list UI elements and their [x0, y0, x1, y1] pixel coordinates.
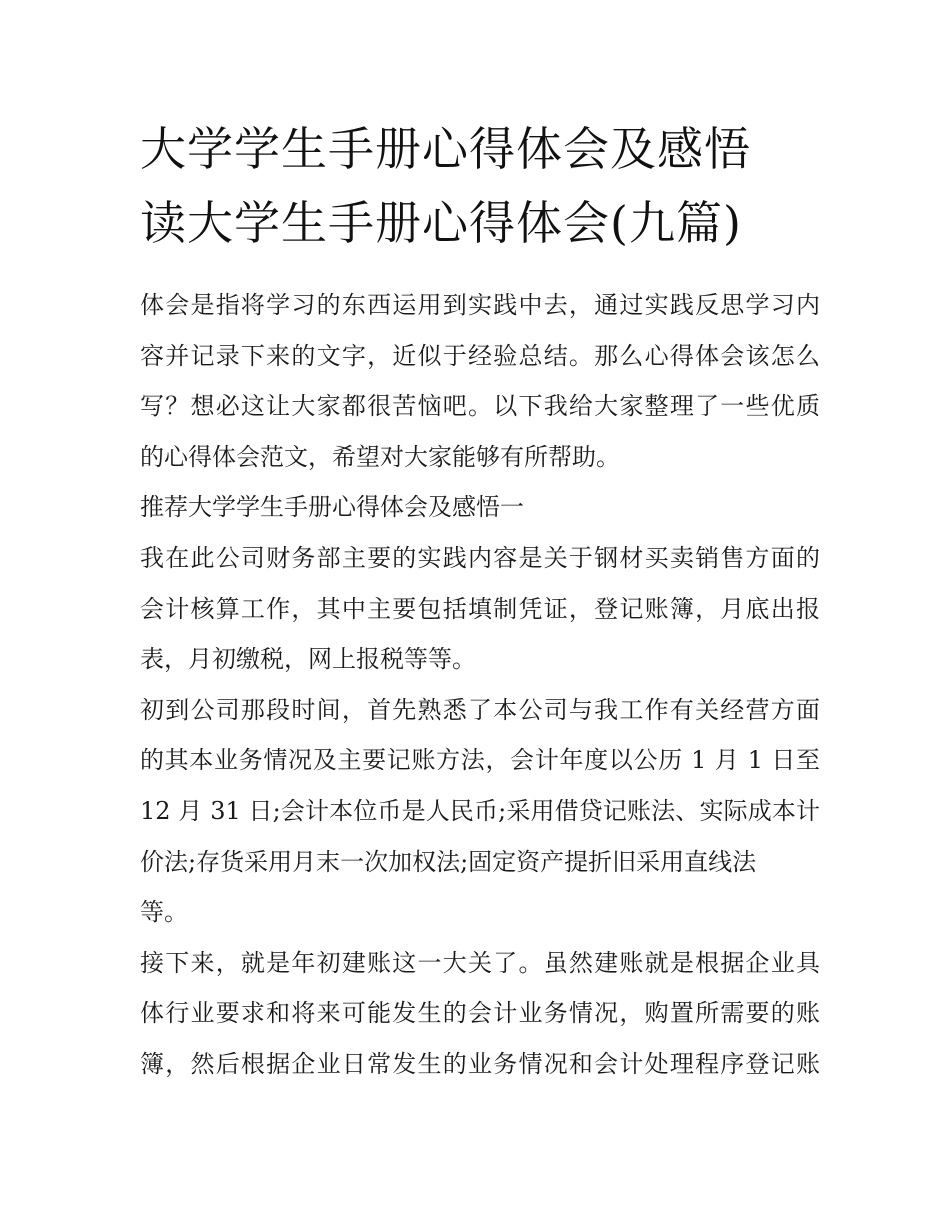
- paragraph-line: 接下来，就是年初建账这一大关了。虽然建账就是根据企业具: [140, 948, 820, 977]
- title-line-1: 大学学生手册心得体会及感悟: [140, 122, 751, 176]
- document-body: [140, 280, 820, 1090]
- paragraph-2: [140, 685, 820, 938]
- paragraph-line: 会计核算工作，其中主要包括填制凭证，登记账簿，月底出报: [140, 594, 820, 623]
- intro-line: 容并记录下来的文字，近似于经验总结。那么心得体会该怎么: [140, 341, 820, 370]
- intro-line: 的心得体会范文，希望对大家能够有所帮助。: [140, 442, 620, 471]
- title-line-2: 读大学生手册心得体会(九篇): [140, 196, 742, 250]
- intro-paragraph: [140, 280, 820, 482]
- intro-line: 体会是指将学习的东西运用到实践中去，通过实践反思学习内: [140, 291, 820, 319]
- paragraph-line: 簿，然后根据企业日常发生的业务情况和会计处理程序登记账: [140, 1049, 820, 1078]
- paragraph-1: [140, 533, 820, 685]
- section-heading: 推荐大学学生手册心得体会及感悟一: [140, 493, 524, 522]
- intro-line: 写？想必这让大家都很苦恼吧。以下我给大家整理了一些优质: [140, 392, 820, 421]
- paragraph-line: 的其本业务情况及主要记账方法，会计年度以公历 1 月 1 日至: [140, 746, 820, 775]
- paragraph-line: 价法;存货采用月末一次加权法;固定资产提折旧采用直线法: [140, 847, 757, 876]
- paragraph-line: 等。: [140, 898, 188, 927]
- paragraph-line: 表，月初缴税，网上报税等等。: [140, 645, 476, 674]
- paragraph-line: 体行业要求和将来可能发生的会计业务情况，购置所需要的账: [140, 999, 820, 1028]
- paragraph-3: [140, 938, 820, 1090]
- document-title: [140, 112, 820, 260]
- paragraph-line: 初到公司那段时间，首先熟悉了本公司与我工作有关经营方面: [140, 695, 820, 724]
- paragraph-line: 12 月 31 日;会计本位币是人民币;采用借贷记账法、实际成本计: [140, 796, 820, 825]
- paragraph-line: 我在此公司财务部主要的实践内容是关于钢材买卖销售方面的: [140, 543, 820, 572]
